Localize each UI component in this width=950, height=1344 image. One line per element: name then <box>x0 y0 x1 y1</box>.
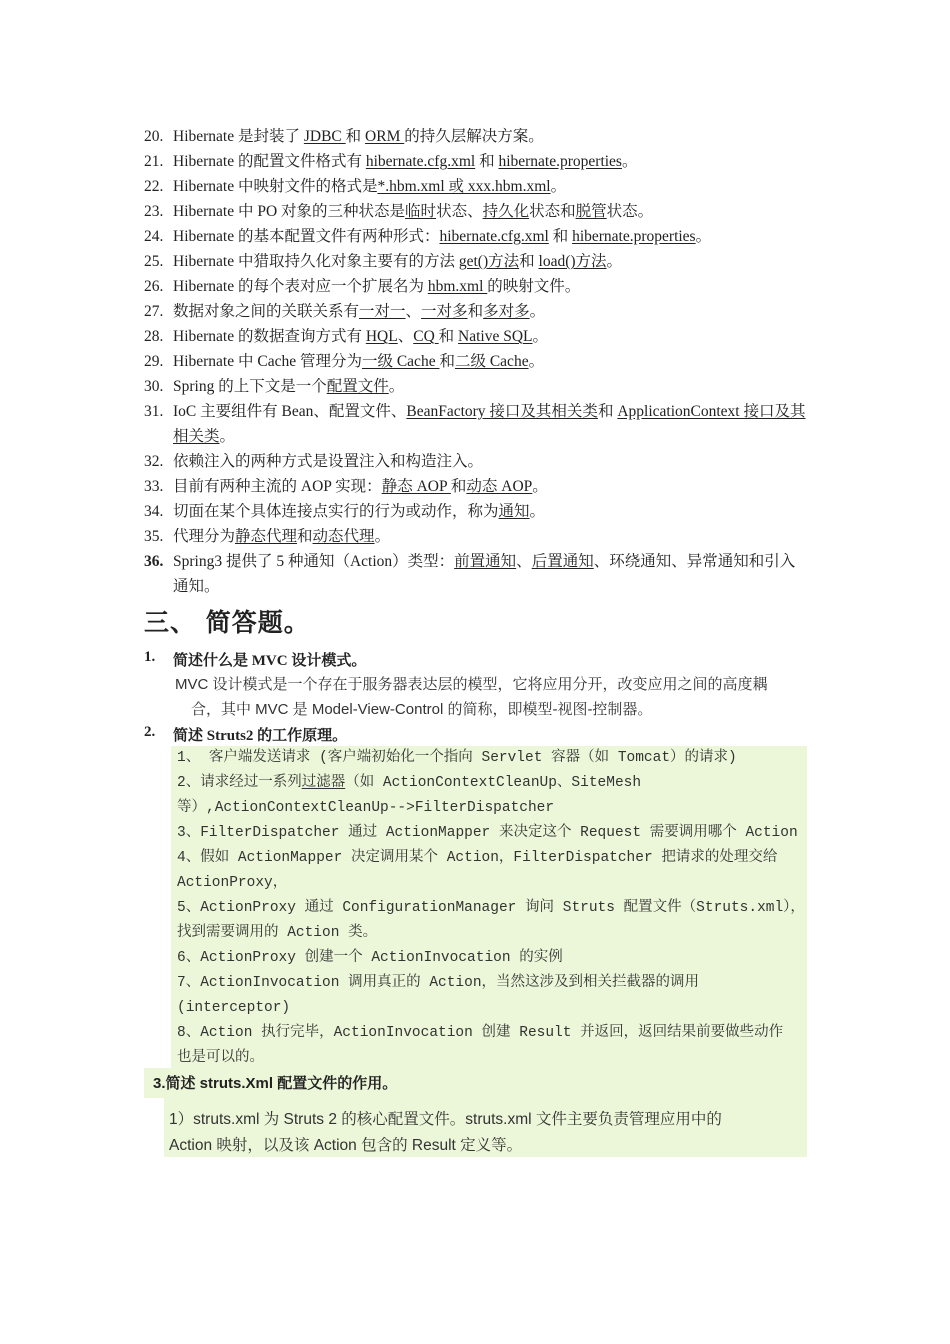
text-segment: 依赖注入的两种方式是设置注入和构造注入。 <box>173 453 484 470</box>
underlined-answer: 二级 Cache <box>454 353 529 370</box>
item-number: 25. <box>144 253 164 270</box>
underlined-answer: 一对多 <box>421 303 468 320</box>
text-segment: 和 <box>467 303 484 320</box>
text-segment: 。 <box>550 178 567 195</box>
underlined-answer: 一对一 <box>359 303 406 320</box>
item-text <box>173 524 808 549</box>
underlined-answer: load()方法 <box>538 253 607 270</box>
answer-line <box>177 771 807 796</box>
item-number: 23. <box>144 203 164 220</box>
text-segment: Hibernate 的基本配置文件有两种形式： <box>173 228 440 245</box>
text-segment: 状态。 <box>606 203 654 220</box>
answer-line <box>177 946 807 971</box>
text-segment: 代理分为 <box>173 528 236 545</box>
answer-line <box>177 746 807 771</box>
text-segment: Hibernate 的配置文件格式有 <box>173 153 366 170</box>
underlined-term: 过滤器 <box>301 775 346 791</box>
text-segment: 6、ActionProxy 创建一个 ActionInvocation 的实例 <box>177 950 563 966</box>
text-segment: 和 <box>475 153 499 170</box>
fill-item <box>144 399 808 449</box>
underlined-answer: ORM <box>365 128 405 145</box>
item-text <box>173 224 808 249</box>
question-number: 1. <box>144 649 156 665</box>
answer-line: Action 映射，以及该 Action 包含的 Result 定义等。 <box>169 1137 523 1154</box>
answer-line <box>177 871 807 896</box>
answer-line: MVC 设计模式是一个存在于服务器表达层的模型，它将应用分开，改变应用之间的高度耦 <box>175 676 768 693</box>
text-segment: 找到需要调用的 Action 类。 <box>177 925 378 941</box>
fill-item <box>144 499 808 524</box>
text-segment: Spring3 提供了 5 种通知（Action）类型： <box>173 553 455 570</box>
item-number: 24. <box>144 228 164 245</box>
text-segment: 和 <box>519 253 539 270</box>
text-segment: Hibernate 中猎取持久化对象主要有的方法 <box>173 253 459 270</box>
text-segment: 和 <box>438 328 459 345</box>
answer-1 <box>175 672 807 722</box>
item-text <box>173 374 808 399</box>
text-segment: 7、ActionInvocation 调用真正的 Action，当然这涉及到相关拦截器的调用 <box>177 975 700 991</box>
fill-item <box>144 524 808 549</box>
fill-item <box>144 199 808 224</box>
text-segment: 。 <box>695 228 712 245</box>
item-number: 26. <box>144 278 164 295</box>
answer-line <box>177 1021 807 1046</box>
underlined-answer: hbm.xml <box>427 278 488 295</box>
text-segment: 3、FilterDispatcher 通过 ActionMapper 来决定这个 Request 需要调用哪个 Action <box>177 825 798 841</box>
text-segment: 1、 客户端发送请求 (客户端初始化一个指向 Servlet 容器（如 Tomcat）的请求) <box>177 750 737 766</box>
text-segment: 状态和 <box>529 203 576 220</box>
item-text <box>173 124 808 149</box>
underlined-answer: 通知 <box>498 503 530 520</box>
text-segment: 也是可以的。 <box>177 1050 264 1066</box>
item-text <box>173 499 808 524</box>
question-3: 3.简述 struts.Xml 配置文件的作用。 <box>153 1075 398 1092</box>
text-segment: 4、假如 ActionMapper 决定调用某个 Action，FilterDispatcher 把请求的处理交给 <box>177 850 778 866</box>
underlined-answer: 持久化 <box>482 203 530 220</box>
text-segment: 数据对象之间的关联关系有 <box>173 303 360 320</box>
text-segment: Hibernate 的数据查询方式有 <box>173 328 366 345</box>
fill-item <box>144 124 808 149</box>
fill-item <box>144 224 808 249</box>
text-segment: Hibernate 的每个表对应一个扩展名为 <box>173 278 428 295</box>
underlined-answer: 临时 <box>405 203 437 220</box>
text-segment: 的映射文件。 <box>487 278 581 295</box>
item-text <box>173 474 808 499</box>
item-text <box>173 349 808 374</box>
underlined-answer: hibernate.cfg.xml <box>365 153 476 170</box>
text-segment: 和 <box>345 128 366 145</box>
document-page: 20. Hibernate 是封装了 JDBC 和 ORM 的持久层解决方案。 21. Hibernate 的配置文件格式有 hibernate.cfg.xml 和 hibernate.properties。 22. Hibernate 中映射文件的格式是*.hbm.xml 或 xxx.hbm.xml。 23. Hibernate 中 PO 对象的三种状态是临时状态、持久化状态和脱管状态。 24. Hibernate 的基本配置文件有两种形式：hibernate.cfg.xml 和 hibernate.properties。 25. Hibernate 中猎取持久化对象主要有的方法 get()方法和 load()方法。 26. Hibernate 的每个表对应一个扩展名为 hbm.xml 的映射文件。 27. 数据对象之间的关联关系有一对一、一对多和多对多。 28. Hibernate 的数据查询方式有 HQL、CQ 和 Native SQL。 29. Hibernate 中 Cache 管理分为一级 Cache 和二级 Cache。 30. Spring 的上下文是一个配置文件。 31. IoC 主要组件有 Bean、配置文件、BeanFactory 接口及其相关类和 ApplicationContext 接口及其相关类。 32. 依赖注入的两种方式是设置注入和构造注入。 33. 目前有两种主流的 AOP 实现：静态 AOP 和动态 AOP。 34. 切面在某个具体连接点实行的行为或动作，称为通知。 35. 代理分为静态代理和动态代理。 36. Spring3 提供了 5 种通知（Action）类型：前置通知、后置通知、环绕通知、异常通知和引入通知。 三、 简答题。 1. 简述什么是 MVC 设计模式。 MVC 设计模式是一个存在于服务器表达层的模型，它将应用分开，改变应用之间的高度耦 合，其中 MVC 是 Model-View-Control 的简称，即模型-视图-控制器。 2. 简述 Struts2 的工作原理。 1、 客户端发送请求 (客户端初始化一个指向 Servlet 容器（如 Tomcat）的请求) 2、请求经过一系列过滤器（如 ActionContextCleanUp、SiteMesh 等）,ActionContextCleanUp-->FilterDispatcher 3、FilterDispatcher 通过 ActionMapper 来决定这个 Request 需要调用哪个 Action 4、假如 ActionMapper 决定调用某个 Action，FilterDispatcher 把请求的处理交给 ActionProxy， 5、ActionProxy 通过 ConfigurationManager 询问 Struts 配置文件（Struts.xml）， 找到需要调用的 Action 类。 6、ActionProxy 创建一个 ActionInvocation 的实例 7、ActionInvocation 调用真正的 Action，当然这涉及到相关拦截器的调用 (interceptor) 8、Action 执行完毕，ActionInvocation 创建 Result 并返回，返回结果前要做些动作 也是可以的。 3.简述 struts.Xml 配置文件的作用。 1）struts.xml 为 Struts 2 的核心配置文件。struts.xml 文件主要负责管理应用中的 Action 映射，以及该 Action 包含的 Result 定义等。 <box>0 0 950 1344</box>
underlined-answer: 多对多 <box>483 303 530 320</box>
item-number: 32. <box>144 453 164 470</box>
underlined-answer: hibernate.cfg.xml <box>439 228 549 245</box>
text-segment: 和 <box>548 228 573 245</box>
answer-line: 合，其中 MVC 是 Model-View-Control 的简称，即模型-视图-控制器。 <box>191 701 653 718</box>
answer-line <box>177 821 807 846</box>
text-segment: Hibernate 中 PO 对象的三种状态是 <box>173 203 406 220</box>
text-segment: Hibernate 中 Cache 管理分为 <box>173 353 362 370</box>
text-segment: 。 <box>388 378 405 395</box>
text-segment: 。 <box>219 428 236 445</box>
text-segment: Hibernate 是封装了 <box>173 128 304 145</box>
answer-line <box>177 846 807 871</box>
answer-line: 1）struts.xml 为 Struts 2 的核心配置文件。struts.xml 文件主要负责管理应用中的 <box>169 1111 722 1128</box>
fill-item <box>144 274 808 299</box>
text-segment: 目前有两种主流的 AOP 实现： <box>173 478 382 495</box>
text-segment: ActionProxy， <box>177 875 288 891</box>
fill-item <box>144 249 808 274</box>
underlined-answer: get()方法 <box>458 253 520 270</box>
item-text <box>173 324 808 349</box>
item-text <box>173 449 808 474</box>
text-segment: 、环绕通知、异常通知和引入通知。 <box>173 553 796 595</box>
question-number: 2. <box>144 724 156 740</box>
answer-3 <box>169 1107 789 1159</box>
underlined-answer: 配置文件 <box>326 378 389 395</box>
item-number: 29. <box>144 353 164 370</box>
fill-item <box>144 449 808 474</box>
text-segment: （如 ActionContextCleanUp、SiteMesh <box>345 775 642 791</box>
answer-2 <box>177 746 807 1071</box>
item-text <box>173 399 808 449</box>
item-number: 28. <box>144 328 164 345</box>
text-segment: 。 <box>529 503 546 520</box>
underlined-answer: HQL <box>365 328 398 345</box>
fill-item <box>144 324 808 349</box>
text-segment: 、 <box>516 553 532 570</box>
underlined-answer: 脱管 <box>575 203 607 220</box>
item-number: 34. <box>144 503 164 520</box>
fill-item <box>144 474 808 499</box>
underlined-answer: 静态代理 <box>235 528 298 545</box>
text-segment: 和 <box>297 528 313 545</box>
item-text <box>173 274 808 299</box>
text-segment: 。 <box>621 153 638 170</box>
text-segment: Hibernate 中映射文件的格式是 <box>173 178 378 195</box>
text-segment: 和 <box>597 403 618 420</box>
text-segment: 状态、 <box>436 203 483 220</box>
fill-item <box>144 349 808 374</box>
underlined-answer: 后置通知 <box>531 553 594 570</box>
item-text <box>173 149 808 174</box>
text-segment: 、 <box>405 303 422 320</box>
underlined-answer: BeanFactory 接口及其相关类 <box>406 403 598 420</box>
item-text <box>173 174 808 199</box>
text-segment: IoC 主要组件有 Bean、配置文件、 <box>173 403 407 420</box>
item-text <box>173 549 808 599</box>
text-segment: Spring 的上下文是一个 <box>173 378 327 395</box>
text-segment: 的持久层解决方案。 <box>404 128 544 145</box>
fill-item <box>144 549 808 599</box>
underlined-answer: hibernate.properties <box>498 153 622 170</box>
item-number: 27. <box>144 303 164 320</box>
fill-item <box>144 174 808 199</box>
item-number: 31. <box>144 403 164 420</box>
answer-line <box>177 921 807 946</box>
text-segment: 。 <box>606 253 623 270</box>
item-number: 33. <box>144 478 164 495</box>
text-segment: 。 <box>374 528 391 545</box>
underlined-answer: JDBC <box>303 128 346 145</box>
fill-item <box>144 299 808 324</box>
underlined-answer: *.hbm.xml 或 xxx.hbm.xml <box>377 178 551 195</box>
item-number: 22. <box>144 178 164 195</box>
item-text <box>173 299 808 324</box>
underlined-answer: CQ <box>413 328 439 345</box>
text-segment: 、 <box>397 328 414 345</box>
fill-item <box>144 149 808 174</box>
underlined-answer: Native SQL <box>458 328 533 345</box>
underlined-answer: hibernate.properties <box>572 228 696 245</box>
answer-line <box>177 971 807 996</box>
text-segment: 。 <box>532 478 548 495</box>
text-segment: 。 <box>529 303 546 320</box>
item-number: 30. <box>144 378 164 395</box>
item-number: 21. <box>144 153 164 170</box>
answer-line <box>177 896 807 921</box>
text-segment: 8、Action 执行完毕，ActionInvocation 创建 Result 并返回，返回结果前要做些动作 <box>177 1025 784 1041</box>
item-number: 35. <box>144 528 164 545</box>
text-segment: 5、ActionProxy 通过 ConfigurationManager 询问 Struts 配置文件（Struts.xml）， <box>177 900 805 916</box>
text-segment: 和 <box>450 478 467 495</box>
underlined-answer: 动态 AOP <box>466 478 533 495</box>
underlined-answer: 一级 Cache <box>361 353 440 370</box>
text-segment: 。 <box>528 353 545 370</box>
underlined-answer: ApplicationContext 接口及其相关类 <box>173 403 806 445</box>
answer-line <box>177 796 807 821</box>
item-number: 36. <box>144 553 164 570</box>
item-text <box>173 249 808 274</box>
answer-line <box>177 996 807 1021</box>
underlined-answer: 静态 AOP <box>381 478 451 495</box>
text-segment: (interceptor) <box>177 1000 291 1016</box>
text-segment: 和 <box>439 353 455 370</box>
fill-item <box>144 374 808 399</box>
text-segment: 。 <box>532 328 549 345</box>
underlined-answer: 前置通知 <box>454 553 517 570</box>
text-segment: 切面在某个具体连接点实行的行为或动作，称为 <box>173 503 499 520</box>
text-segment: 2、请求经过一系列 <box>177 775 302 791</box>
underlined-answer: 动态代理 <box>312 528 375 545</box>
text-segment: 等）,ActionContextCleanUp-->FilterDispatcher <box>177 800 555 816</box>
item-text <box>173 199 808 224</box>
section-heading: 三、 简答题。 <box>144 608 310 637</box>
item-number: 20. <box>144 128 164 145</box>
